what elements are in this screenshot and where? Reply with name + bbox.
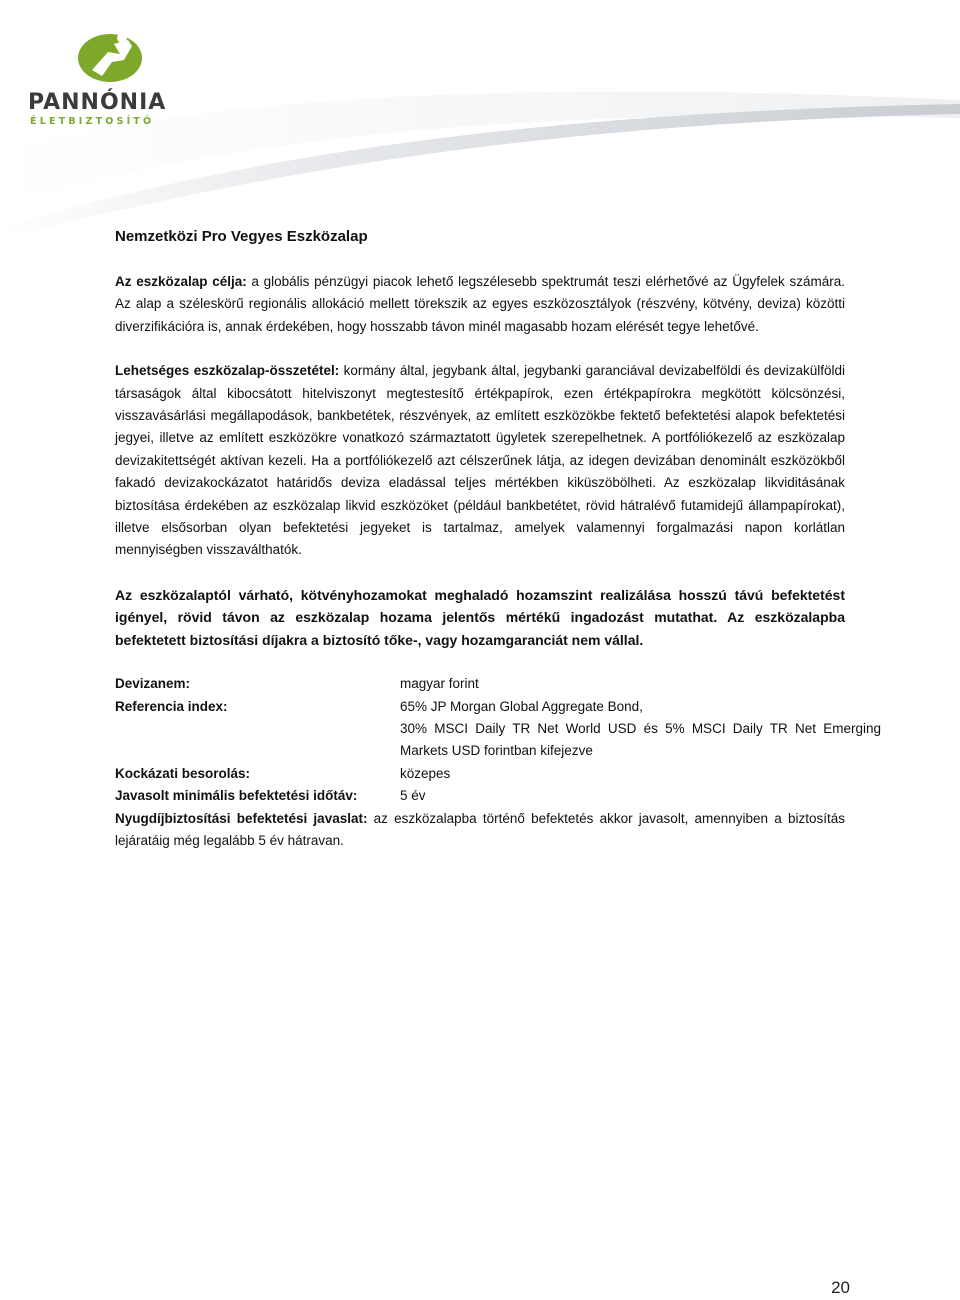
reference-index-row-2 [115,718,881,763]
risk-category-label: Kockázati besorolás: [115,765,251,781]
page-header [0,0,960,250]
goal-paragraph [115,271,845,338]
fund-facts [115,673,881,852]
currency-row [115,673,845,695]
goal-label: Az eszközalap célja: [115,274,247,289]
logo-subtitle: ÉLETBIZTOSÍTÓ [30,116,155,127]
pension-recommendation [115,808,845,853]
currency-value: magyar forint [400,676,479,692]
logo-figure-icon [28,30,198,90]
currency-label: Devizanem: [115,676,191,692]
composition-paragraph [115,360,845,562]
reference-index-line-2: 30% MSCI Daily TR Net World USD és 5% MSCI Daily TR Net Emerging Markets USD forintban kifejezve [400,720,881,759]
investment-horizon-label: Javasolt minimális befektetési időtáv: [115,788,358,804]
company-logo [28,30,198,130]
composition-label: Lehetséges eszközalap-összetétel: [115,363,340,379]
reference-index-line-1: 65% JP Morgan Global Aggregate Bond, [400,698,643,714]
pension-recommendation-label: Nyugdíjbiztosítási befektetési javaslat: [115,810,368,826]
risk-category-value: közepes [400,765,451,781]
investment-horizon-row [115,785,845,807]
page-number: 20 [831,1278,850,1297]
risk-category-row [115,763,845,785]
document-body [115,226,881,852]
composition-text: kormány által, jegybank által, jegybanki garanciával devizabelföldi és devizakülföldi társaságok által kibocsátott hitelviszonyt megtestesítő értékpapírok, ezen értékpapírokra megkötött kölcsönzési, visszavásárlási megállapodások, bankbetétek, részvények, az említett eszközökbe fektető befektetési alapok befektetési jegyei, illetve az említett eszközökre vonatkozó származtatott ügyletek szerepelhetnek. A portfóliókezelő az eszközalap devizakitettségét aktívan kezeli. Ha a portfóliókezelő azt célszerűnek látja, az idegen devizában denominált eszközökből fakadó devizakockázatot határidős deviza eladással teljes mértékben kiküszöbölheti. Az eszközalap likviditásának biztosítása érdekében az eszközalap likvid eszközöket (például bankbetétet, rövid hátralévő futamidejű állampapírokat), illetve elsősorban olyan befektetési jegyeket is tartalmaz, amelyek valamennyi forgalmazási napon korlátlan mennyiségben visszaválthatók. [115,363,845,558]
logo-wordmark: PANNÓNIA [28,90,167,115]
risk-warning-paragraph: Az eszközalaptól várható, kötvényhozamokat meghaladó hozamszint realizálása hosszú távú befektetést igényel, rövid távon az eszközalap hozama jelentős mértékű ingadozást mutathat. Az eszközalapba befektetett biztosítási díjakra a biztosító tőke-, vagy hozamgaranciát nem vállal. [115,586,845,648]
investment-horizon-value: 5 év [400,788,426,804]
document-title: Nemzetközi Pro Vegyes Eszközalap [115,228,368,245]
pension-recommendation-text: az eszközalapba történő befektetés akkor javasolt, amennyiben a biztosítás lejáratáig még legalább 5 év hátravan. [115,810,845,848]
reference-index-row [115,696,845,718]
reference-index-label: Referencia index: [115,698,228,714]
goal-text: a globális pénzügyi piacok lehető legszélesebb spektrumát teszi elérhetővé az Ügyfelek számára. Az alap a széleskörű regionális allokáció mellett törekszik az egyes eszközosztályok (részvény, kötvény, deviza) közötti diverzifikációra is, annak érdekében, hogy hosszabb távon minél magasabb hozam elérését tegye lehetővé. [115,274,845,334]
